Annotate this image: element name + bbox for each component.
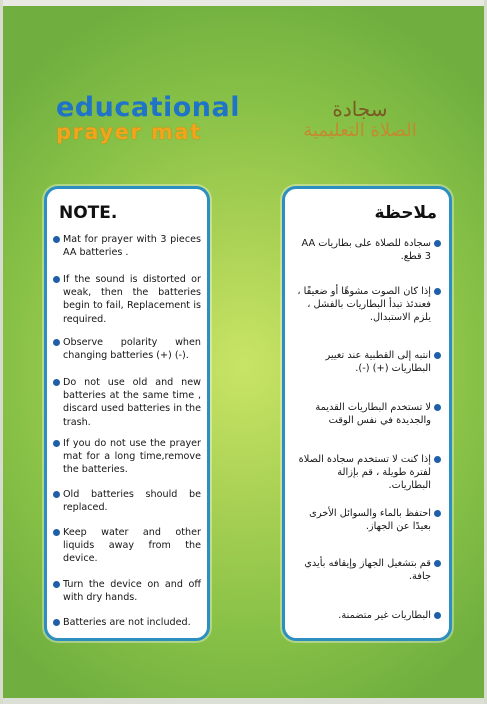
list-item: قم بتشغيل الجهاز وإيقافه بأيدي جافة. (293, 557, 441, 583)
logo-english-line2: prayer mat (56, 120, 202, 144)
bullet-icon (434, 404, 441, 411)
bullet-icon (53, 339, 60, 346)
bullet-icon (434, 612, 441, 619)
bullet-icon (53, 440, 60, 447)
bullet-icon (53, 276, 60, 283)
list-item: لا تستخدم البطاريات القديمة والجديدة في نفس الوقت (293, 401, 441, 427)
paper-edge-left (0, 0, 3, 704)
list-item: Old batteries should be replaced. (53, 488, 201, 514)
bullet-icon (53, 491, 60, 498)
bullet-icon (53, 236, 60, 243)
bullet-icon (53, 379, 60, 386)
bullet-icon (434, 510, 441, 517)
list-item: إذا كان الصوت مشوهًا أو ضعيفًا ، فعندئذ تبدأ البطاريات بالفشل ، يلزم الاستبدال. (293, 285, 441, 325)
bullet-icon (434, 560, 441, 567)
list-item: Turn the device on and off with dry hands. (53, 578, 201, 604)
list-item: احتفظ بالماء والسوائل الأخرى بعيدًا عن الجهاز. (293, 507, 441, 533)
list-item: If you do not use the prayer mat for a long time,remove the batteries. (53, 437, 201, 477)
bullet-icon (434, 456, 441, 463)
bullet-icon (53, 619, 60, 626)
bullet-icon (434, 352, 441, 359)
list-item: Batteries are not included. (53, 616, 201, 629)
note-title-english: NOTE. (59, 203, 118, 223)
logo-arabic-line1: سجادة (332, 97, 388, 121)
note-card-arabic (282, 186, 452, 641)
list-item: Mat for prayer with 3 pieces AA batteries . (53, 233, 201, 259)
list-item: سجادة للصلاة على بطاريات AA 3 قطع. (293, 237, 441, 263)
logo-arabic (285, 98, 435, 142)
list-item: انتبه إلى القطبية عند تغيير البطاريات (+) (-). (293, 349, 441, 375)
list-item: Keep water and other liquids away from the device. (53, 526, 201, 566)
list-item: إذا كنت لا تستخدم سجادة الصلاة لفترة طويلة ، قم بإزالة البطاريات. (293, 453, 441, 493)
bullet-icon (53, 529, 60, 536)
list-item: If the sound is distorted or weak, then the batteries begin to fail, Replacement is required. (53, 273, 201, 326)
list-item: البطاريات غير متضمنة. (293, 609, 441, 622)
paper-edge-top (0, 0, 487, 6)
logo-english (56, 92, 240, 144)
bullet-icon (434, 240, 441, 247)
logo-arabic-line2: الصلاة التعليمية (303, 120, 417, 141)
list-item: Do not use old and new batteries at the same time , discard used batteries in the trash. (53, 376, 201, 429)
note-title-arabic: ملاحظة (374, 203, 437, 223)
logo-english-line1: educational (56, 92, 240, 123)
bullet-icon (53, 581, 60, 588)
bullet-icon (434, 288, 441, 295)
note-card-english (44, 186, 210, 641)
paper-edge-bottom (0, 698, 487, 704)
list-item: Observe polarity when changing batteries (+) (-). (53, 336, 201, 362)
